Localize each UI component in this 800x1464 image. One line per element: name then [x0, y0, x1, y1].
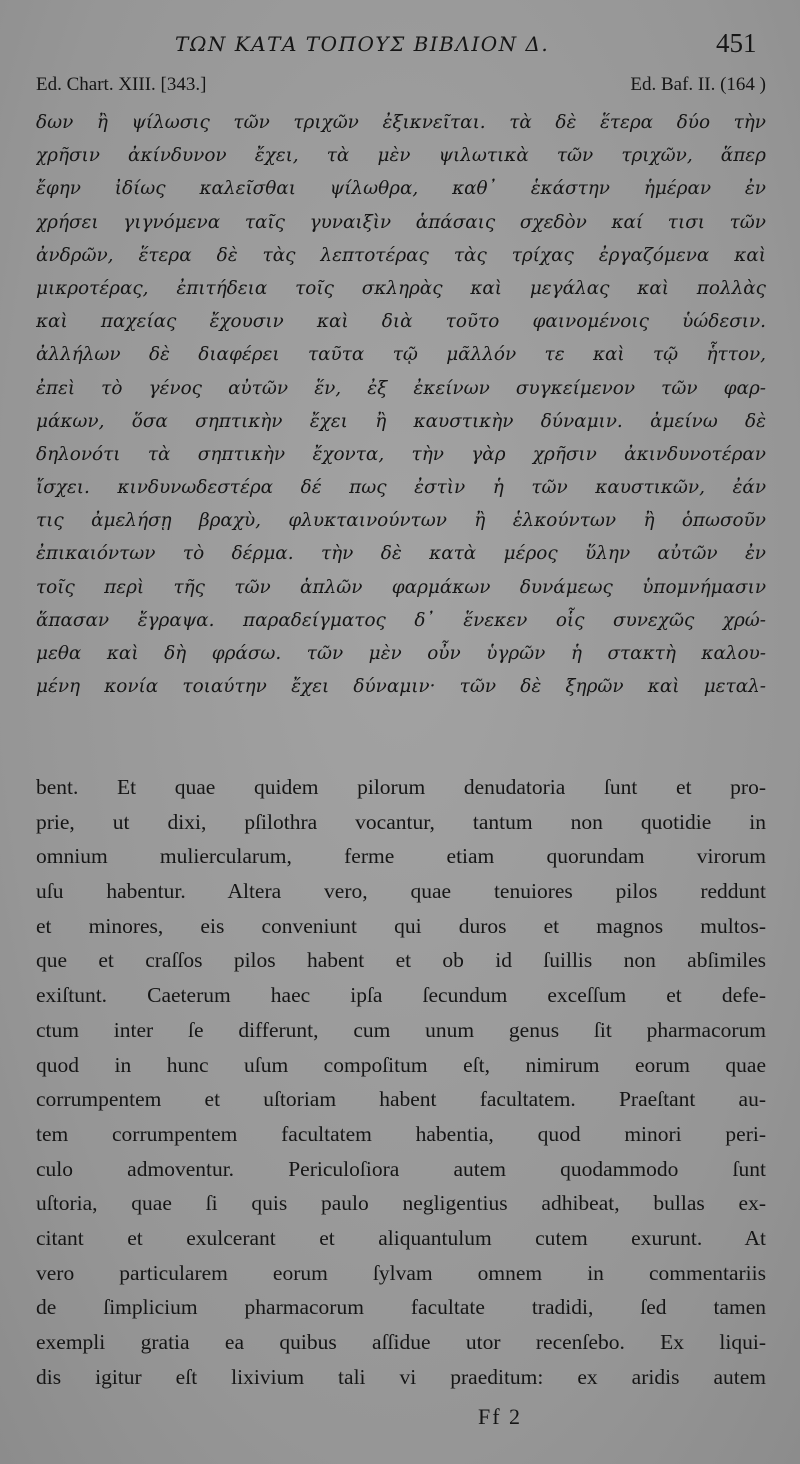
running-title: ΤΩΝ ΚΑΤΑ ΤΟΠΟΥΣ ΒΙΒΛΙΟΝ Δ.	[175, 32, 550, 56]
greek-text-line: καὶ παχείας ἔχουσιν καὶ διὰ τοῦτο φαινομένοις ὑώδεσιν.	[36, 311, 766, 333]
greek-text-line: χρήσει γιγνόμενα ταῖς γυναιξὶν ἁπάσαις σχεδὸν καί τισι τῶν	[36, 211, 766, 233]
latin-text-line: prie, ut dixi, pſilothra vocantur, tantum non quotidie in	[36, 809, 766, 834]
greek-text-line: δηλονότι τὰ σηπτικὴν ἔχοντα, τὴν γὰρ χρῆσιν ἀκινδυνοτέραν	[36, 443, 766, 465]
latin-text-line: citant et exulcerant et aliquantulum cutem exurunt. At	[36, 1225, 766, 1250]
edition-reference-chartier: Ed. Chart. XIII. [343.]	[36, 74, 207, 95]
greek-text-line: χρῆσιν ἀκίνδυνον ἔχει, τὰ μὲν ψιλωτικὰ τῶν τριχῶν, ἅπερ	[36, 145, 766, 167]
latin-text-line: culo admoventur. Periculoſiora autem quodammodo ſunt	[36, 1156, 766, 1181]
gathering-signature: Ff 2	[478, 1404, 523, 1429]
latin-text-line: et minores, eis conveniunt qui duros et magnos multos-	[36, 913, 766, 938]
greek-text-line: δων ἢ ψίλωσις τῶν τριχῶν ἐξικνεῖται. τὰ δὲ ἕτερα δύο τὴν	[36, 112, 766, 133]
latin-text-line: exempli gratia ea quibus aſſidue utor recenſebo. Ex liqui-	[36, 1330, 766, 1354]
latin-text-line: dis igitur eſt lixivium tali vi praeditum: ex aridis autem	[36, 1364, 766, 1389]
edition-reference-line	[36, 74, 766, 102]
latin-text-line: bent. Et quae quidem pilorum denudatoria ſunt et pro-	[36, 775, 766, 799]
latin-text-line: que et craſſos pilos habent et ob id ſuillis non abſimiles	[36, 948, 766, 973]
latin-text-line: vero particularem eorum ſylvam omnem in commentariis	[36, 1260, 766, 1285]
latin-text-line: uſtoria, quae ſi quis paulo negligentius adhibeat, bullas ex-	[36, 1191, 766, 1216]
greek-text-line: ἔφην ἰδίως καλεῖσθαι ψίλωθρα, καθ᾽ ἑκάστην ἡμέραν ἐν	[36, 178, 766, 200]
greek-text-line: τοῖς περὶ τῆς τῶν ἁπλῶν φαρμάκων δυνάμεως ὑπομνήμασιν	[36, 576, 766, 598]
latin-text-line: ctum inter ſe differunt, cum unum genus ſit pharmacorum	[36, 1017, 766, 1042]
greek-text-block	[36, 106, 766, 703]
latin-text-line: omnium muliercularum, ferme etiam quorundam virorum	[36, 844, 766, 869]
greek-text-line: ἀνδρῶν, ἕτερα δὲ τὰς λεπτοτέρας τὰς τρίχας ἐργαζόμενα καὶ	[36, 244, 766, 266]
latin-text-line: de ſimplicium pharmacorum facultate tradidi, ſed tamen	[36, 1295, 766, 1320]
latin-text-line: tem corrumpentem facultatem habentia, quod minori peri-	[36, 1121, 766, 1146]
greek-text-line: ἐπικαιόντων τὸ δέρμα. τὴν δὲ κατὰ μέρος ὕλην αὐτῶν ἐν	[36, 543, 766, 565]
latin-text-line: quod in hunc uſum compoſitum eſt, nimirum eorum quae	[36, 1052, 766, 1077]
greek-text-line: μάκων, ὅσα σηπτικὴν ἔχει ἢ καυστικὴν δύναμιν. ἀμείνω δὲ	[36, 410, 766, 432]
greek-text-line: ἐπεὶ τὸ γένος αὐτῶν ἕν, ἐξ ἐκείνων συγκείμενον τῶν φαρ-	[36, 377, 766, 399]
greek-text-line: μένη κονία τοιαύτην ἔχει δύναμιν· τῶν δὲ ξηρῶν καὶ μεταλ-	[36, 676, 766, 698]
greek-text-line: μικροτέρας, ἐπιτήδεια τοῖς σκληρὰς καὶ μεγάλας καὶ πολλὰς	[36, 277, 766, 299]
latin-text-line: exiſtunt. Caeterum haec ipſa ſecundum exceſſum et defe-	[36, 983, 766, 1008]
greek-text-line: τις ἀμελήσῃ βραχὺ, φλυκταινούντων ἢ ἑλκούντων ἢ ὁπωσοῦν	[36, 510, 766, 532]
greek-text-line: ἴσχει. κινδυνωδεστέρα δέ πως ἐστὶν ἡ τῶν καυστικῶν, ἐάν	[36, 477, 766, 499]
greek-text-line: μεθα καὶ δὴ φράσω. τῶν μὲν οὖν ὑγρῶν ἡ στακτὴ καλου-	[36, 643, 766, 664]
edition-reference-basel: Ed. Baf. II. (164 )	[630, 74, 766, 95]
greek-text-line: ἅπασαν ἔγραψα. παραδείγματος δ᾽ ἕνεκεν οἷς συνεχῶς χρώ-	[36, 609, 766, 631]
page-number: 451	[716, 28, 757, 58]
latin-text-line: uſu habentur. Altera vero, quae tenuiores pilos reddunt	[36, 879, 766, 904]
latin-text-line: corrumpentem et uſtoriam habent facultatem. Praeſtant au-	[36, 1087, 766, 1112]
latin-text-block	[36, 770, 766, 1394]
greek-text-line: ἀλλήλων δὲ διαφέρει ταῦτα τῷ μᾶλλόν τε καὶ τῷ ἧττον,	[36, 344, 766, 366]
running-head	[0, 28, 800, 62]
